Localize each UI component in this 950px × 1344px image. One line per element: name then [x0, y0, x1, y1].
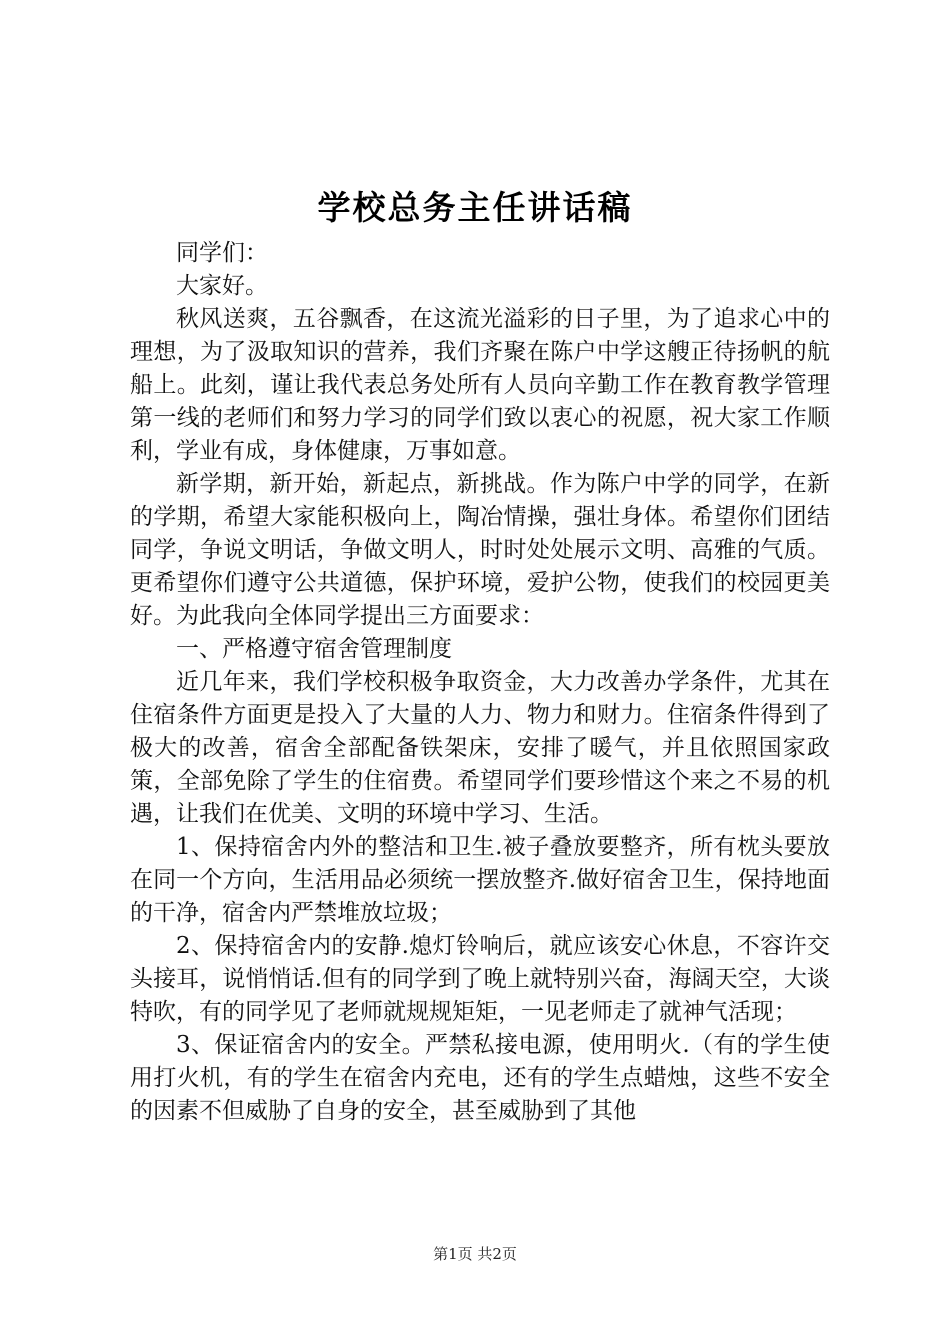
greeting-paragraph: 大家好。 — [176, 273, 268, 299]
opening-paragraph: 秋风送爽，五谷飘香，在这流光溢彩的日子里，为了追求心中的理想，为了汲取知识的营养，我们齐聚在陈户中学这艘正待扬帆的航船上。此刻，谨让我代表总务处所有人员向辛勤工作在教育教学管理第一线的老师们和努力学习的同学们致以衷心的祝愿，祝大家工作顺利，学业有成，身体健康，万事如意。 — [130, 306, 830, 464]
dormitory-intro-paragraph: 近几年来，我们学校积极争取资金，大力改善办学条件，尤其在住宿条件方面更是投入了大量的人力、物力和财力。住宿条件得到了极大的改善，宿舍全部配备铁架床，安排了暖气，并且依照国家政策，全部免除了学生的住宿费。希望同学们要珍惜这个来之不易的机遇，让我们在优美、文明的环境中学习、生活。 — [130, 669, 830, 827]
new-semester-paragraph: 新学期，新开始，新起点，新挑战。作为陈户中学的同学，在新的学期，希望大家能积极向上，陶冶情操，强壮身体。希望你们团结同学，争说文明话，争做文明人，时时处处展示文明、高雅的气质。更希望你们遵守公共道德，保护环境，爱护公物，使我们的校园更美好。为此我向全体同学提出三方面要求： — [130, 471, 830, 629]
section-heading-dormitory: 一、严格遵守宿舍管理制度 — [176, 636, 452, 662]
rule-3-paragraph: 3、保证宿舍内的安全。严禁私接电源，使用明火.（有的学生使用打火机，有的学生在宿舍内充电，还有的学生点蜡烛，这些不安全的因素不但威胁了自身的安全，甚至威胁到了其他 — [130, 1032, 830, 1124]
salutation-paragraph: 同学们： — [176, 240, 268, 266]
rule-2-paragraph: 2、保持宿舍内的安静.熄灯铃响后，就应该安心休息，不容许交头接耳，说悄悄话.但有的同学到了晚上就特别兴奋，海阔天空，大谈特吹，有的同学见了老师就规规矩矩，一见老师走了就神气活现； — [130, 933, 830, 1025]
document-body — [130, 237, 830, 1128]
page-number-footer: 第1页 共2页 — [433, 1245, 517, 1263]
document-title: 学校总务主任讲话稿 — [317, 188, 633, 227]
rule-1-paragraph: 1、保持宿舍内外的整洁和卫生.被子叠放要整齐，所有枕头要放在同一个方向，生活用品必须统一摆放整齐.做好宿舍卫生，保持地面的干净，宿舍内严禁堆放垃圾； — [130, 834, 830, 926]
